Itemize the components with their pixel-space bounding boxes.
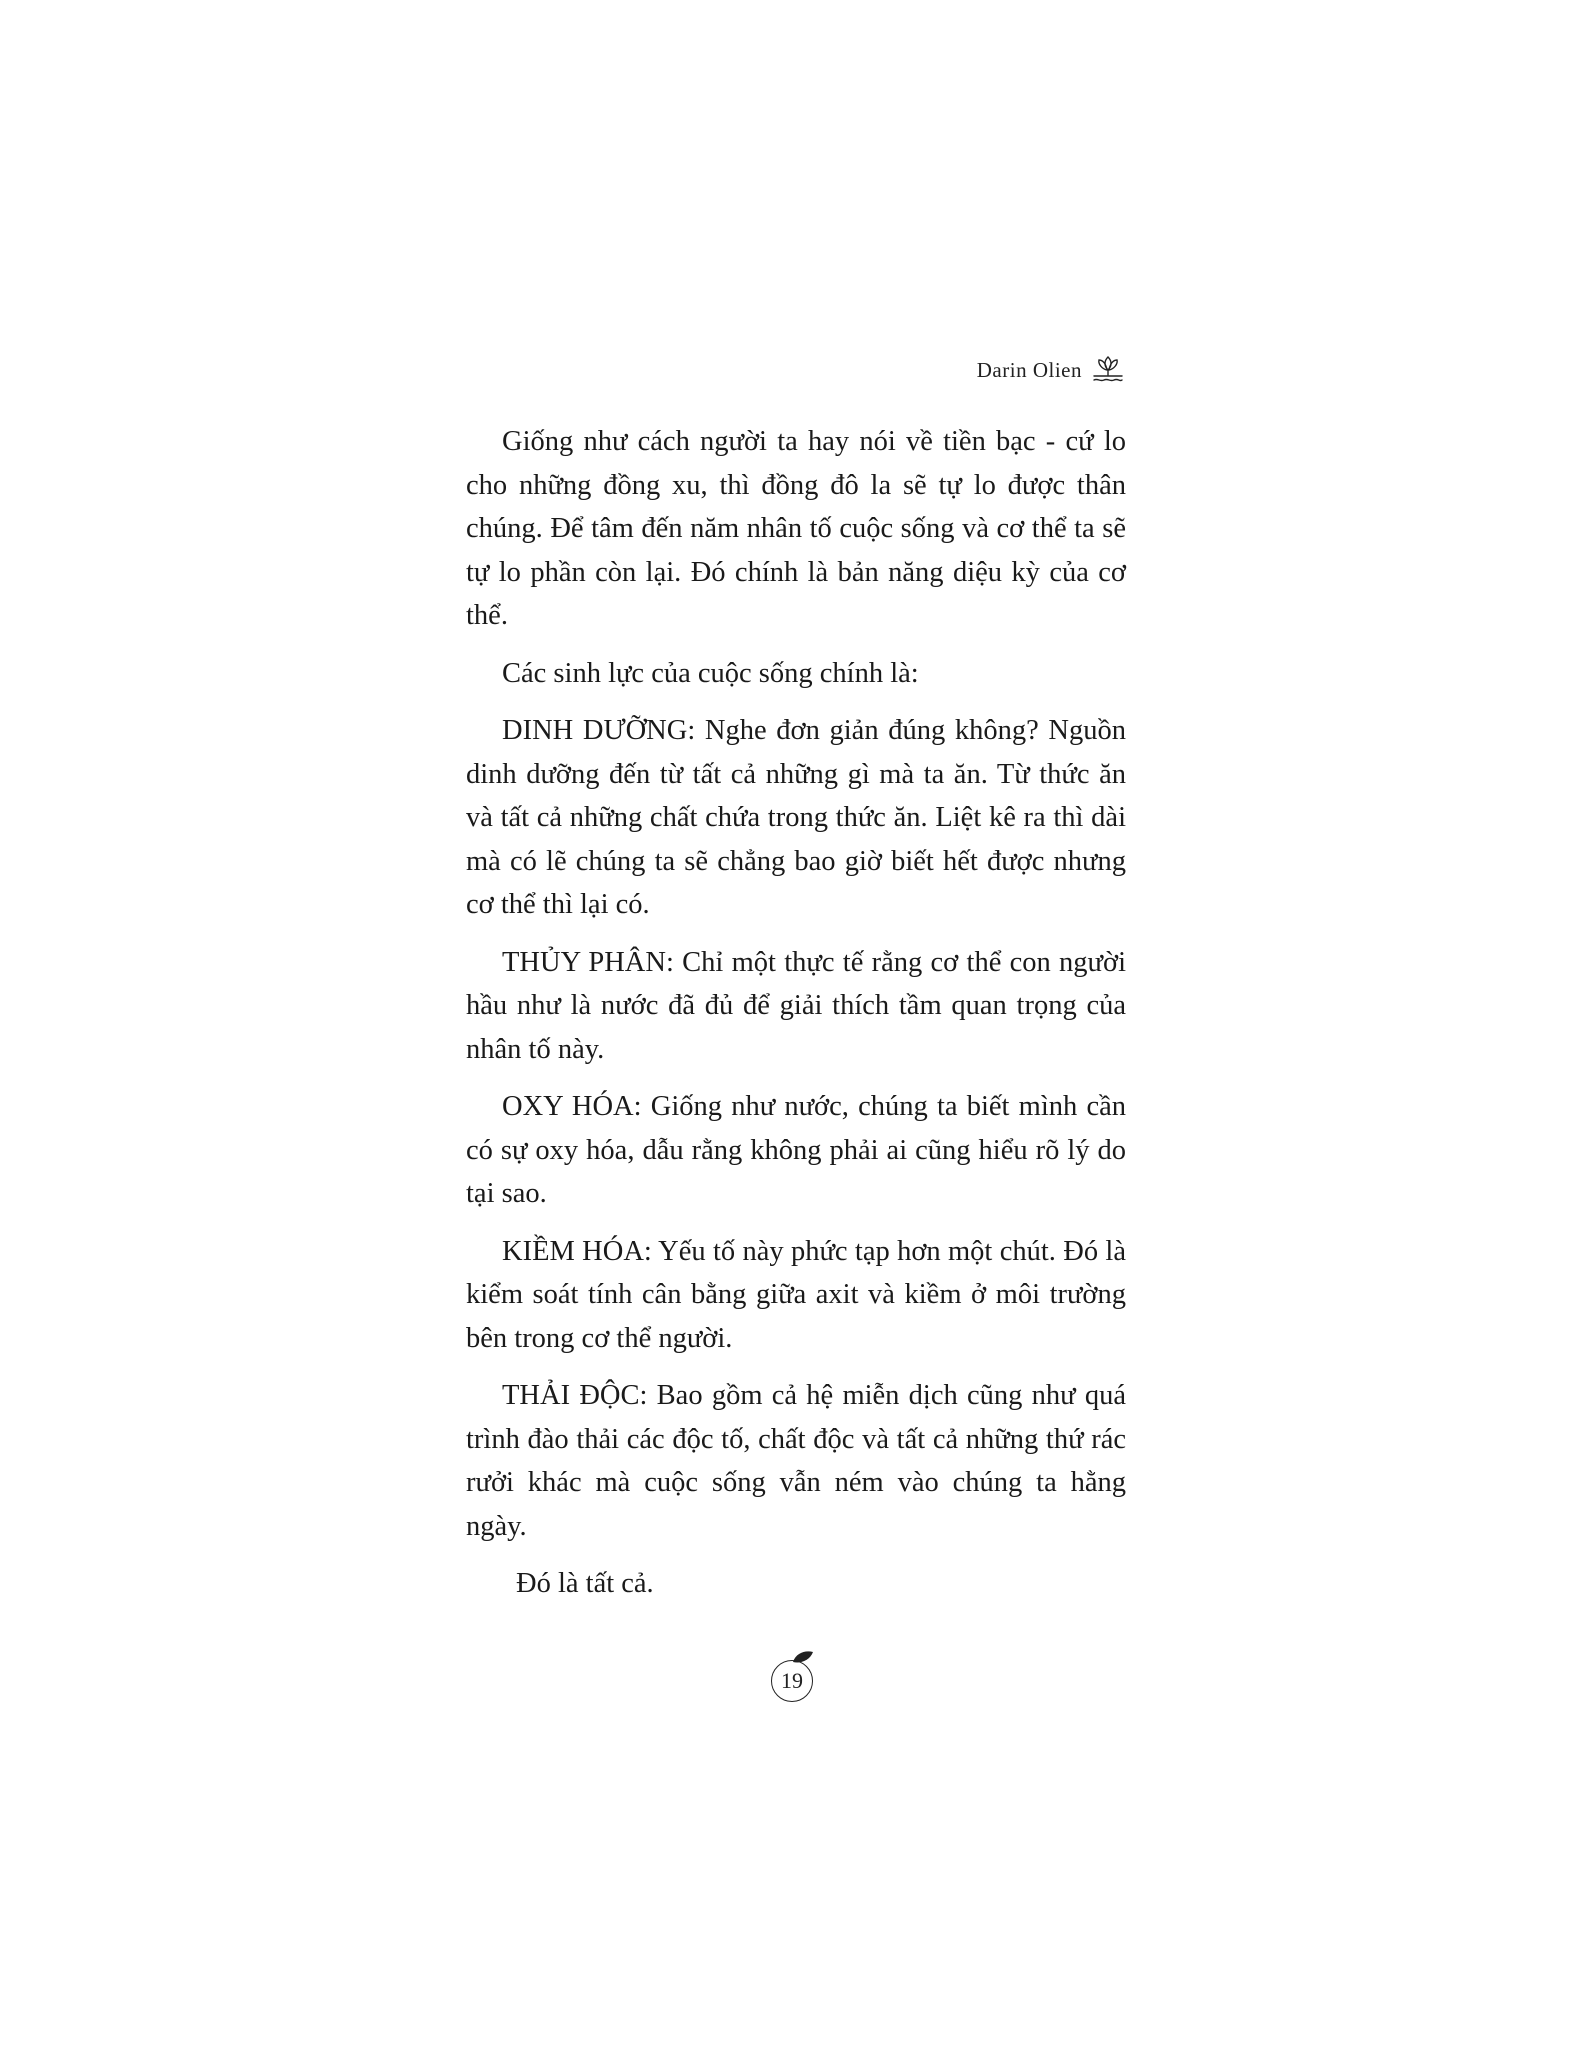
header-author: Darin Olien (976, 357, 1082, 382)
paragraph-closing: Đó là tất cả. (516, 1568, 654, 1599)
page-number-circle (771, 1660, 813, 1702)
paragraph-detox: THẢI ĐỘC: Bao gồm cả hệ miễn dịch cũng như quá trình đào thải các độc tố, chất độc và tất cả những thứ rác rưởi khác mà cuộc sống vẫn ném vào chúng ta hằng ngày. (466, 1380, 1126, 1542)
fleur-ornament-icon (1090, 353, 1126, 387)
paragraph-list-intro: Các sinh lực của cuộc sống chính là: (502, 657, 919, 689)
paragraph-alkalization: KIỀM HÓA: Yếu tố này phức tạp hơn một chút. Đó là kiểm soát tính cân bằng giữa axit và kiềm ở môi trường bên trong cơ thể người. (466, 1235, 1126, 1354)
body-text (466, 420, 1126, 1620)
page-number: 19 (781, 1668, 803, 1693)
paragraph-intro: Giống như cách người ta hay nói về tiền bạc - cứ lo cho những đồng xu, thì đồng đô la sẽ tự lo được thân chúng. Để tâm đến năm nhân tố cuộc sống và cơ thể ta sẽ tự lo phần còn lại. Đó chính là bản năng diệu kỳ của cơ thể. (466, 426, 1126, 631)
running-header (900, 350, 1126, 390)
paragraph-nutrition: DINH DƯỠNG: Nghe đơn giản đúng không? Nguồn dinh dưỡng đến từ tất cả những gì mà ta ăn. Từ thức ăn và tất cả những chất chứa trong thức ăn. Liệt kê ra thì dài mà có lẽ chúng ta sẽ chẳng bao giờ biết hết được nhưng cơ thể thì lại có. (466, 715, 1126, 920)
paragraph-hydration: THỦY PHÂN: Chỉ một thực tế rằng cơ thể con người hầu như là nước đã đủ để giải thích tầm quan trọng của nhân tố này. (466, 946, 1126, 1065)
page-number-badge (768, 1650, 818, 1706)
paragraph-oxygenation: OXY HÓA: Giống như nước, chúng ta biết mình cần có sự oxy hóa, dẫu rằng không phải ai cũng hiểu rõ lý do tại sao. (466, 1091, 1126, 1209)
